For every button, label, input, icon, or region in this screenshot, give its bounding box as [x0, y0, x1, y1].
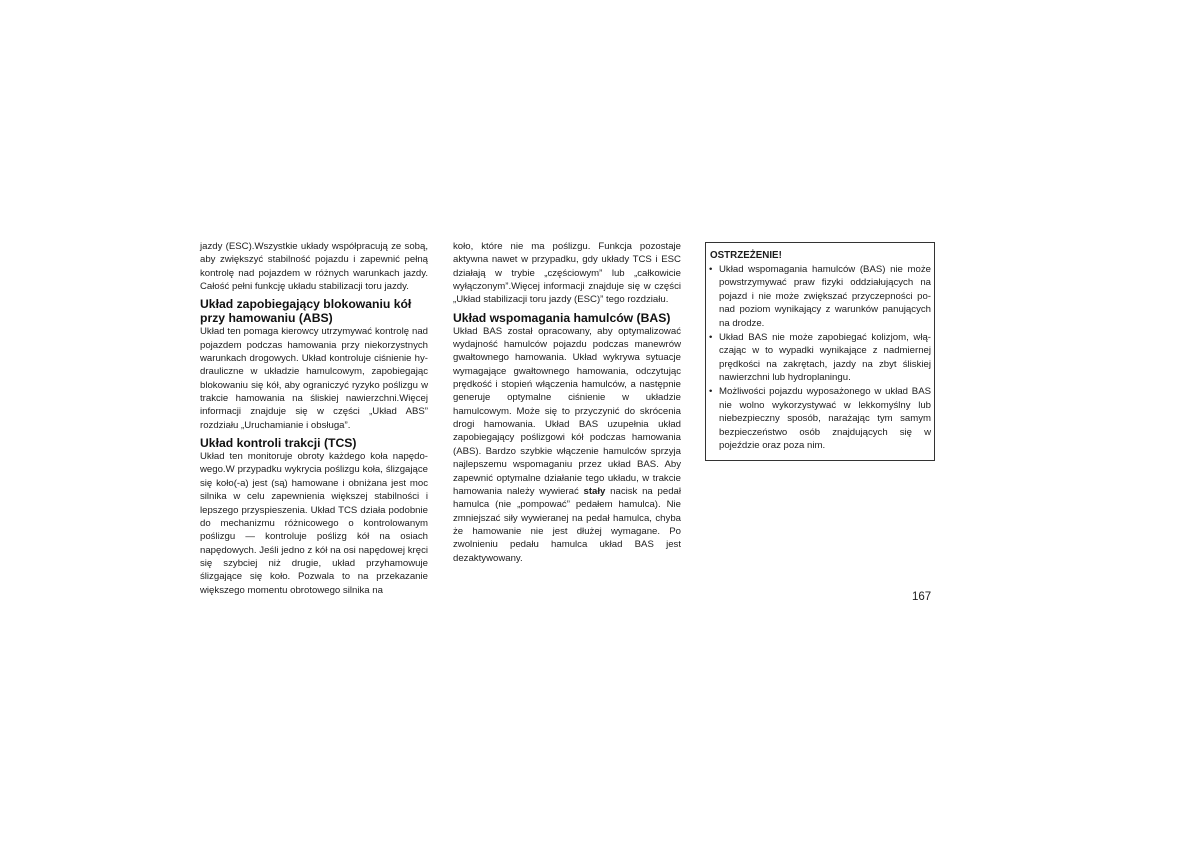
paragraph-abs: Układ ten pomaga kierowcy utrzymywać kontrolę nad pojazdem podczas hamowania przy niekorzystnych warunkach drogowych. Układ kontroluje ciśnienie hydrauliczne w układzie hamulcowym, zapobiegając blokowaniu się kół, aby ograniczyć ryzyko poślizgu w trakcie hamowania na śliskiej nawierzchni.Więcej informacji znajduje się w części „Układ ABS” rozdziału „Uruchamianie i obsługa”.	[200, 326, 428, 431]
paragraph-tcs-continued: koło, które nie ma poślizgu. Funkcja pozostaje aktywna nawet w przypadku, gdy układy TCS i ESC działają w trybie „częściowym” lub „całkowicie wyłączonym”.Więcej informacji znajduje się w części „Układ stabilizacji toru jazdy (ESC)” tego rozdziału.	[453, 241, 681, 306]
bas-bold-word: stały	[583, 485, 606, 497]
warning-item-text: Układ wspomagania hamulców (BAS) nie może powstrzymywać praw fizyki oddziałujących na pojazd i nie może zwiększać przyczepności ponad poziom wynikający z warunków panujących na drodze.	[719, 263, 931, 329]
text-column-left	[200, 240, 428, 597]
warning-item-text: Układ BAS nie może zapobiegać kolizjom, włączając w to wypadki wynikające z nadmiernej prędkości na zakrętach, jazdy na zbyt śliskiej nawierzchni lub hydroplaningu.	[719, 331, 931, 384]
paragraph-bas	[453, 325, 681, 565]
bullet-icon: •	[709, 263, 713, 275]
bas-text-start: Układ BAS został opracowany, aby optymalizować wydajność hamulców pojazdu podczas manewrów gwałtownego hamowania. Układ wykrywa sytuacje wymagające gwałtownego hamowania, odczytując prędkość i stopień włączenia hamulców, a następnie generuje optymalne ciśnienie w układzie hamulcowym. Może się to przyczynić do skrócenia drogi hamowania. Układ BAS uzupełnia układ zapobiegający poślizgowi kół podczas hamowania (ABS). Bardzo szybkie włączenie hamulców sprzyja najlepszemu wspomaganiu przez układ BAS. Aby zapewnić optymalne działanie tego układu, w trakcie hamowania należy wywierać	[453, 325, 681, 497]
warning-item	[709, 331, 931, 385]
warning-item	[709, 385, 931, 453]
text-column-middle	[453, 240, 681, 565]
paragraph-intro-esc: jazdy (ESC).Wszystkie układy współpracują ze sobą, aby zwiększyć stabilność pojazdu i zapewnić pełną kontrolę nad pojazdem w różnych warunkach jazdy. Całość pełni funkcję układu stabilizacji toru jazdy.	[200, 241, 428, 293]
bullet-icon: •	[709, 331, 713, 343]
warning-title: OSTRZEŻENIE!	[710, 250, 782, 261]
heading-abs: Układ zapobiegający blokowaniu kół przy hamowaniu (ABS)	[200, 297, 412, 326]
heading-bas: Układ wspomagania hamulców (BAS)	[453, 310, 671, 325]
bullet-icon: •	[709, 385, 713, 397]
bas-text-end: nacisk na pedał hamulca (nie „pompować” pedałem hamulca). Nie zmniejszać siły wywieranej na pedał hamulca, chyba że hamowanie nie jest dłużej wymagane. Po zwolnieniu pedału hamulca układ BAS jest dezaktywowany.	[453, 485, 681, 564]
heading-tcs: Układ kontroli trakcji (TCS)	[200, 436, 357, 451]
page-number: 167	[912, 591, 932, 603]
warning-box	[705, 242, 935, 461]
warning-item-text: Możliwości pojazdu wyposażonego w układ BAS nie wolno wykorzystywać w lekkomyślny lub niebezpieczny sposób, narażając tym samym bezpieczeństwo osób znajdujących się w pojeździe oraz poza nim.	[719, 385, 931, 452]
warning-list	[709, 263, 931, 453]
warning-item	[709, 263, 931, 331]
paragraph-tcs: Układ ten monitoruje obroty każdego koła napędowego.W przypadku wykrycia poślizgu koła, ślizgające się koło(-a) jest (są) hamowane i obniżana jest moc silnika w celu zapewnienia większej stabilności i lepszego przyspieszenia. Układ TCS działa podobnie do mechanizmu różnicowego o kontrolowanym poślizgu — kontroluje poślizg kół na osiach napędowych. Jeśli jedno z kół na osi napędowej kręci się szybciej niż drugie, układ przyhamowuje ślizgające się koło. Pozwala to na przekazanie większego momentu obrotowego silnika na	[200, 451, 428, 596]
